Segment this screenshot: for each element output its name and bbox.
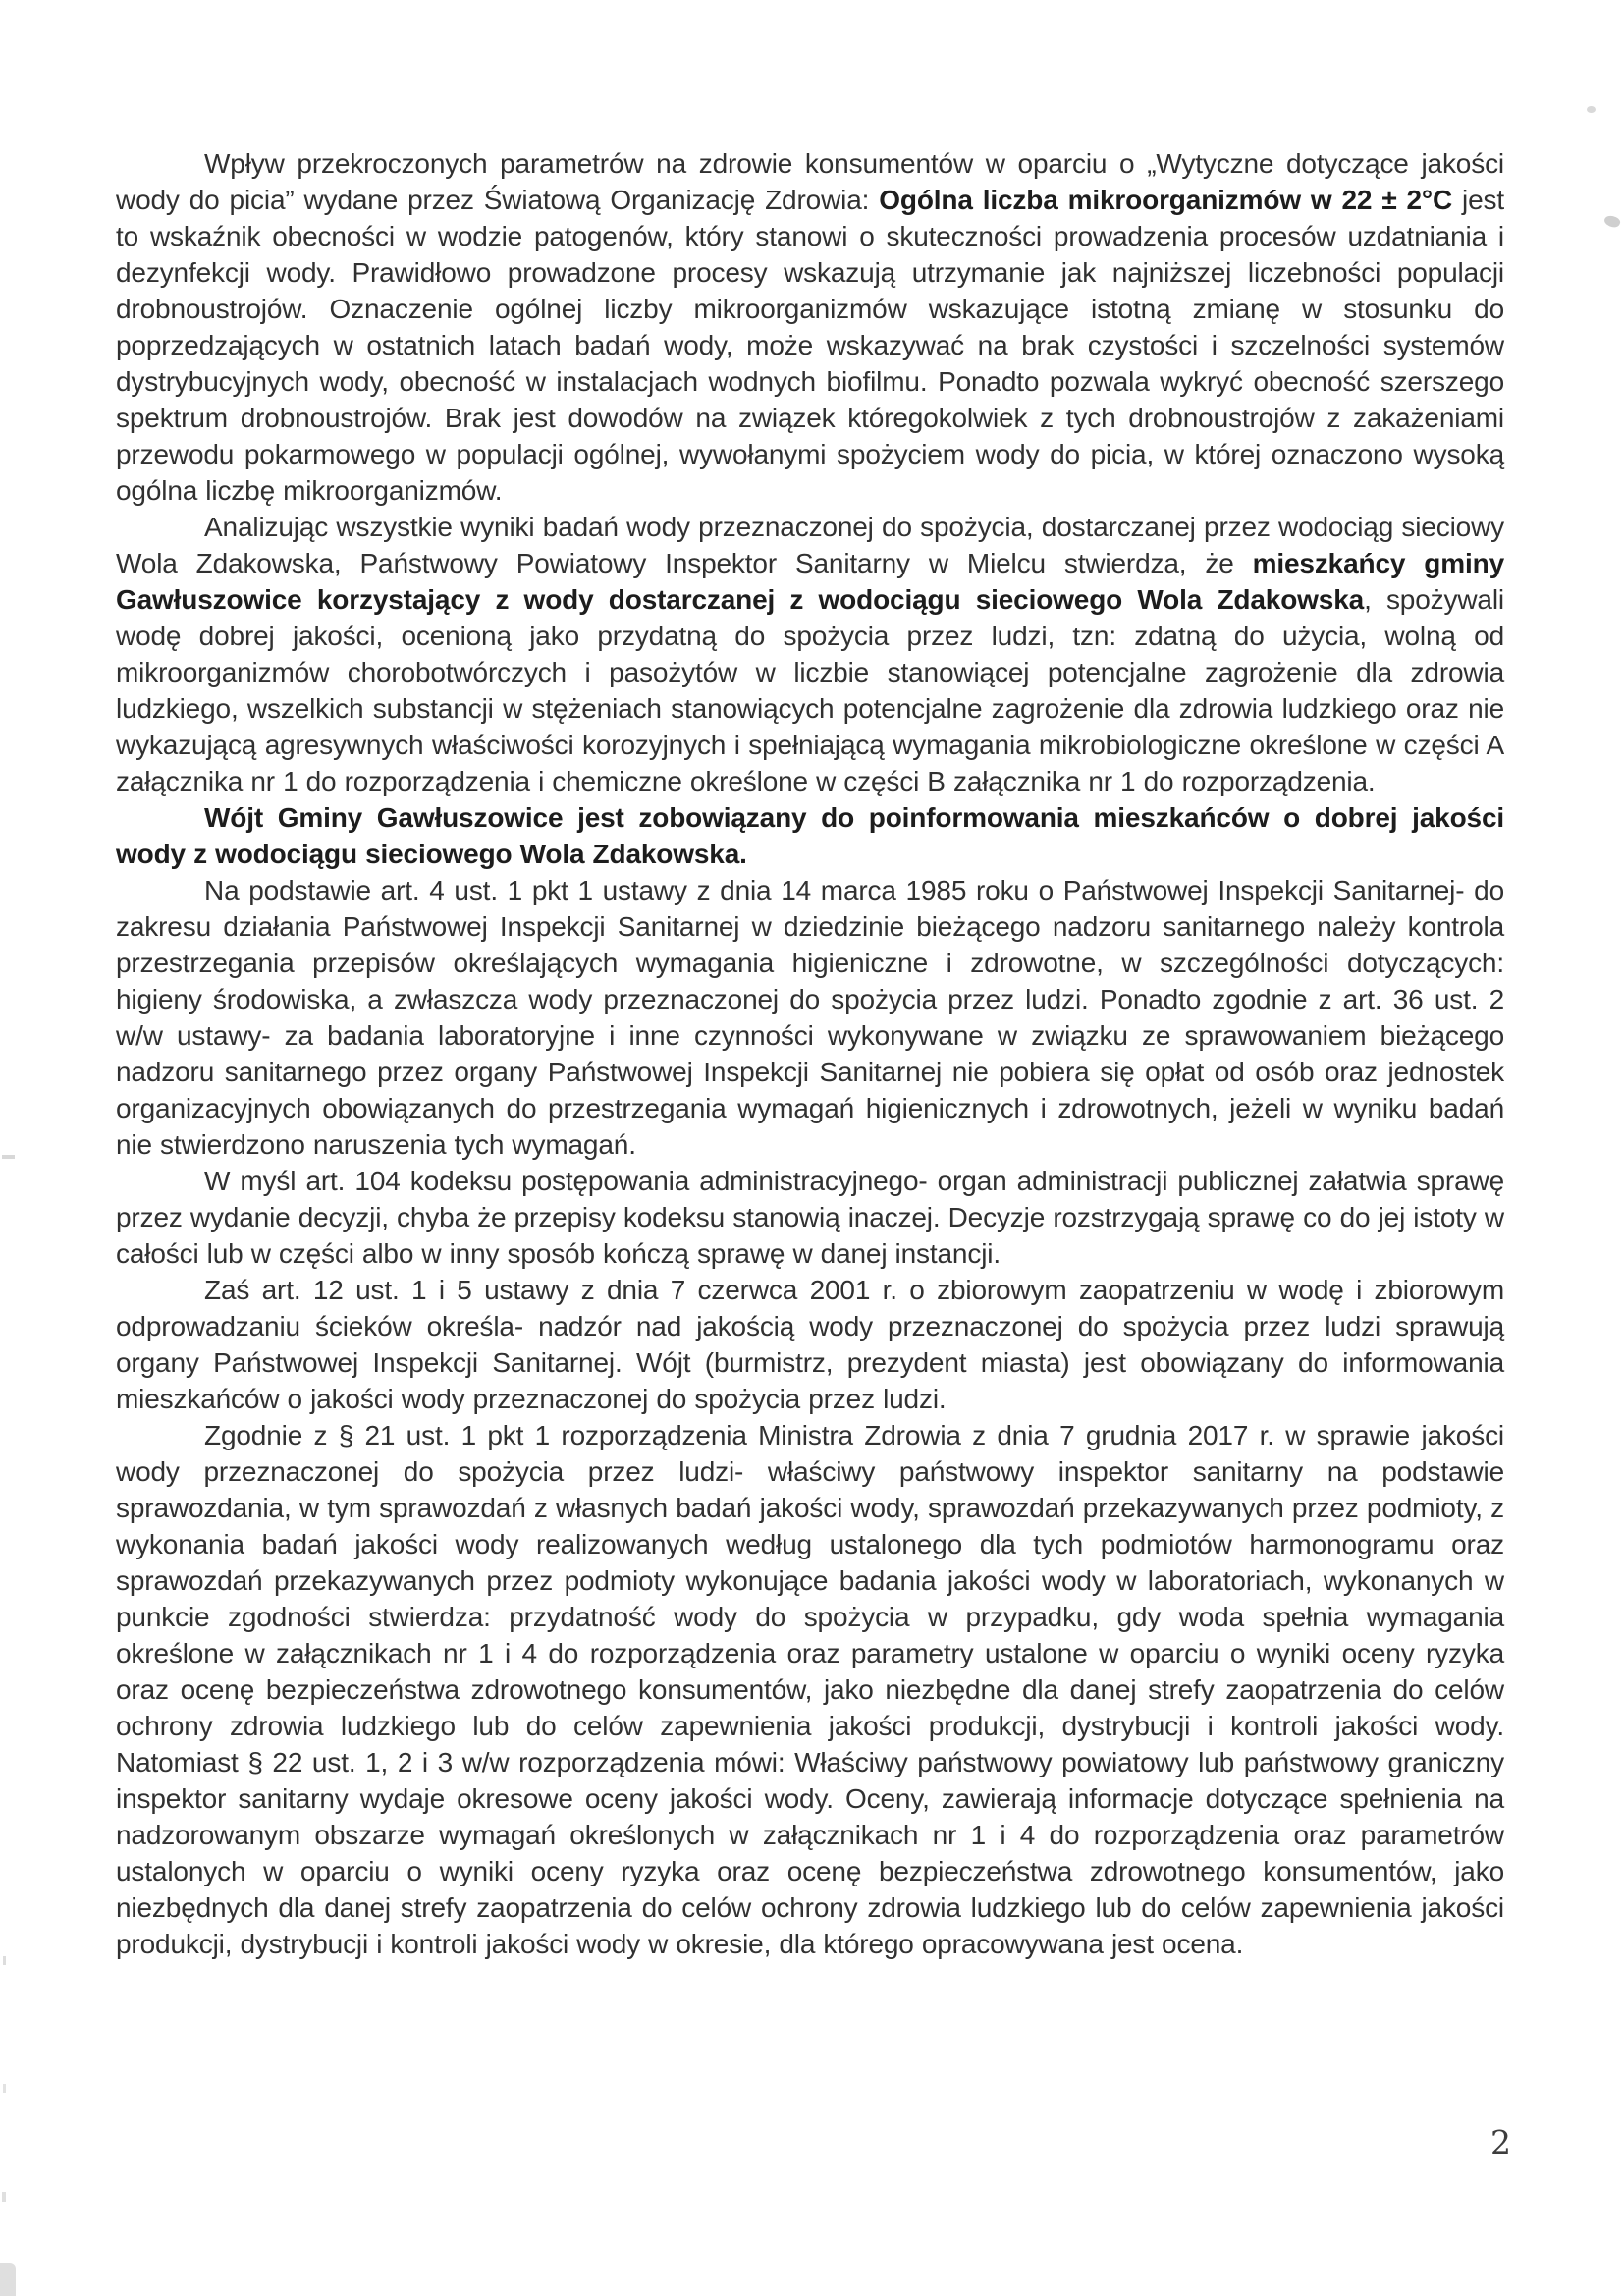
text-run: Wójt Gminy Gawłuszowice jest zobowiązany do poinformowania mieszkańców o dobrej jakości wody z wodociągu sieciowego Wola Zdakowska. [116,802,1504,869]
text-run: Analizując wszystkie wyniki badań wody przeznaczonej do spożycia, dostarczanej przez wodociąg sieciowy Wola Zdakowska, Państwowy Powiatowy Inspektor Sanitarny w Mielcu stwierdza, że [116,512,1504,578]
scan-artifact [3,2084,6,2093]
paragraph [116,509,1504,799]
scan-artifact [3,1956,6,1965]
scan-artifact [1587,106,1596,113]
paragraph [116,145,1504,509]
scan-artifact [2,2192,6,2202]
scan-artifact [2,1155,15,1159]
text-run: Na podstawie art. 4 ust. 1 pkt 1 ustawy z dnia 14 marca 1985 roku o Państwowej Inspekcji Sanitarnej- do zakresu działania Państwowej Inspekcji Sanitarnej w dziedzinie bieżącego nadzoru sanitarnego należy kontrola przestrzegania przepisów określających wymagania higieniczne i zdrowotne, w szczególności dotyczących: higieny środowiska, a zwłaszcza wody przeznaczonej do spożycia przez ludzi. Ponadto zgodnie z art. 36 ust. 2 w/w ustawy- za badania laboratoryjne i inne czynności wykonywane w związku ze sprawowaniem bieżącego nadzoru sanitarnego przez organy Państwowej Inspekcji Sanitarnej nie pobiera się opłat od osób oraz jednostek organizacyjnych obowiązanych do przestrzegania wymagań higienicznych i zdrowotnych, jeżeli w wyniku badań nie stwierdzono naruszenia tych wymagań. [116,875,1504,1160]
text-run: Zaś art. 12 ust. 1 i 5 ustawy z dnia 7 czerwca 2001 r. o zbiorowym zaopatrzeniu w wodę i zbiorowym odprowadzaniu ścieków określa- nadzór nad jakością wody przeznaczonej do spożycia przez ludzi sprawują organy Państwowej Inspekcji Sanitarnej. Wójt (burmistrz, prezydent miasta) jest obowiązany do informowania mieszkańców o jakości wody przeznaczonej do spożycia przez ludzi. [116,1275,1504,1414]
document-body [116,145,1504,1962]
text-run: Ogólna liczba mikroorganizmów w 22 ± 2°C [879,185,1453,215]
paragraph [116,1163,1504,1272]
paragraph [116,1417,1504,1962]
text-run: mieszkańcy gminy Gawłuszowice korzystający z wody dostarczanej z wodociągu sieciowego Wola Zdakowska [116,548,1504,615]
paragraph [116,1272,1504,1417]
paragraph [116,872,1504,1163]
scan-artifact [0,2263,16,2296]
scan-artifact [1602,213,1621,230]
text-run: Zgodnie z § 21 ust. 1 pkt 1 rozporządzenia Ministra Zdrowia z dnia 7 grudnia 2017 r. w sprawie jakości wody przeznaczonej do spożycia przez ludzi- właściwy państwowy inspektor sanitarny na podstawie sprawozdania, w tym sprawozdań z własnych badań jakości wody, sprawozdań przekazywanych przez podmioty, z wykonania badań jakości wody realizowanych według ustalonego dla tych podmiotów harmonogramu oraz sprawozdań przekazywanych przez podmioty wykonujące badania jakości wody w laboratoriach, wykonanych w punkcie zgodności stwierdza: przydatność wody do spożycia w przypadku, gdy woda spełnia wymagania określone w załącznikach nr 1 i 4 do rozporządzenia oraz parametry ustalone w oparciu o wyniki oceny ryzyka oraz ocenę bezpieczeństwa zdrowotnego konsumentów, jako niezbędne dla danej strefy zaopatrzenia do celów ochrony zdrowia ludzkiego lub do celów zapewnienia jakości produkcji, dystrybucji i kontroli jakości wody. Natomiast § 22 ust. 1, 2 i 3 w/w rozporządzenia mówi: Właściwy państwowy powiatowy lub państwowy graniczny inspektor sanitarny wydaje okresowe oceny jakości wody. Oceny, zawierają informacje dotyczące spełnienia na nadzorowanym obszarze wymagań określonych w załącznikach nr 1 i 4 do rozporządzenia oraz parametrów ustalonych w oparciu o wyniki oceny ryzyka oraz ocenę bezpieczeństwa zdrowotnego konsumentów, jako niezbędnych dla danej strefy zaopatrzenia do celów ochrony zdrowia ludzkiego lub do celów zapewnienia jakości produkcji, dystrybucji i kontroli jakości wody w okresie, dla którego opracowywana jest ocena. [116,1420,1504,1959]
text-run: , spożywali wodę dobrej jakości, ocenioną jako przydatną do spożycia przez ludzi, tzn: zdatną do użycia, wolną od mikroorganizmów chorobotwórczych i pasożytów w liczbie stanowiącej potencjalne zagrożenie dla zdrowia ludzkiego, wszelkich substancji w stężeniach stanowiących potencjalne zagrożenie dla zdrowia ludzkiego oraz nie wykazującą agresywnych właściwości korozyjnych i spełniającą wymagania mikrobiologiczne określone w części A załącznika nr 1 do rozporządzenia i chemiczne określone w części B załącznika nr 1 do rozporządzenia. [116,584,1504,796]
page-number: 2 [1490,2123,1511,2161]
text-run: jest to wskaźnik obecności w wodzie patogenów, który stanowi o skuteczności prowadzenia procesów uzdatniania i dezynfekcji wody. Prawidłowo prowadzone procesy wskazują utrzymanie jak najniższej liczebności populacji drobnoustrojów. Oznaczenie ogólnej liczby mikroorganizmów wskazujące istotną zmianę w stosunku do poprzedzających w ostatnich latach badań wody, może wskazywać na brak czystości i szczelności systemów dystrybucyjnych wody, obecność w instalacjach wodnych biofilmu. Ponadto pozwala wykryć obecność szerszego spektrum drobnoustrojów. Brak jest dowodów na związek któregokolwiek z tych drobnoustrojów z zakażeniami przewodu pokarmowego w populacji ogólnej, wywołanymi spożyciem wody do picia, w której oznaczono wysoką ogólna liczbę mikroorganizmów. [116,185,1504,506]
paragraph [116,799,1504,872]
text-run: Wpływ przekroczonych parametrów na zdrowie konsumentów w oparciu o „Wytyczne dotyczące jakości wody do picia” wydane przez Światową Organizację Zdrowia: [116,148,1504,215]
text-run: W myśl art. 104 kodeksu postępowania administracyjnego- organ administracji publicznej załatwia sprawę przez wydanie decyzji, chyba że przepisy kodeksu stanowią inaczej. Decyzje rozstrzygają sprawę co do jej istoty w całości lub w części albo w inny sposób kończą sprawę w danej instancji. [116,1166,1504,1269]
